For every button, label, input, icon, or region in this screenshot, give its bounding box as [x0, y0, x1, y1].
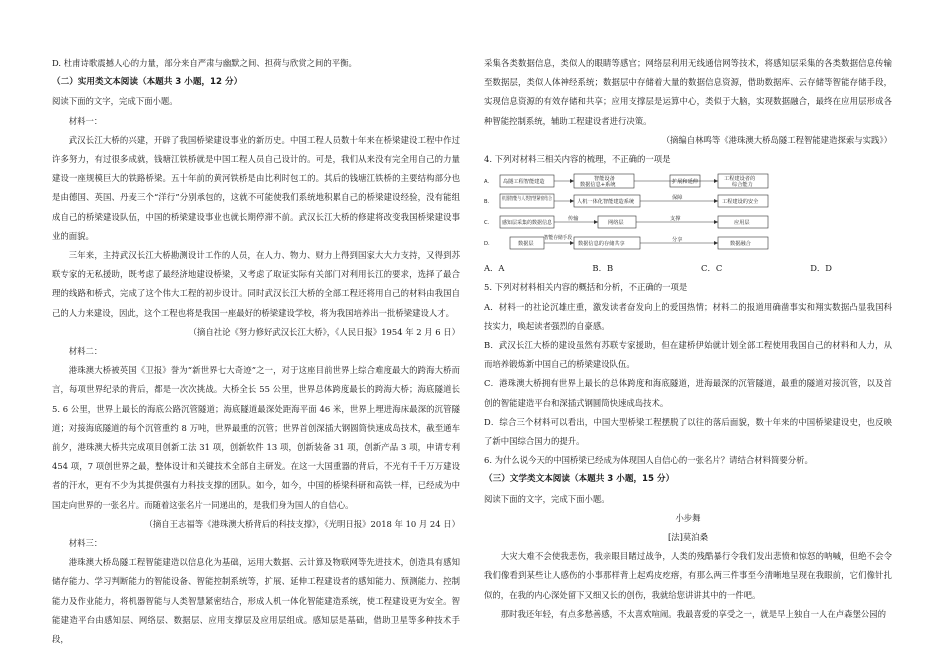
- diagram-a-box4-line2: 综合能力: [732, 182, 753, 189]
- flow-diagram: [484, 173, 774, 253]
- material-2-label: 材料二：: [68, 346, 103, 357]
- story-paragraph-1: 大灾大难不会使我悲伤，我亲眼目睹过战争，人类的残酷暴行令我们发出悲愤和惊怒的呐喊，但绝不会令我们像看到某些让人感伤的小事那样背上起鸡皮疙瘩，有那么两三件事至今清晰地呈现在我眼前，它们像针扎似的，在我的内心深处留下又细又长的创伤，我就给您讲讲其中的一件吧。: [484, 551, 892, 600]
- diagram-b-box1: 机器智能与人类智慧紧密结合: [502, 196, 570, 203]
- material-3-label: 材料三：: [68, 538, 103, 549]
- left-column: [52, 54, 460, 649]
- question-4-choices: [484, 259, 892, 278]
- diagram-d-box3: 数据融合: [730, 241, 751, 248]
- diagram-d-arrow2: 分享: [672, 237, 683, 244]
- question-4-diagram: [484, 173, 892, 253]
- material-2-text: 港珠澳大桥被英国《卫报》誉为“新世界七大奇迹”之一，对于这座目前世界上综合难度最大的跨海大桥而言，每项世界纪录的背后，都是一次次挑战。大桥全长 55 公里，世界总体跨度最长的跨海大桥；海底隧道长 5. 6 公里，世界上最长的海底公路沉管隧道；海底隧道最深处距海平面 46 米，世界上埋进海床最深的沉管隧道；对接海底隧道的每个沉管重约 8 万吨，世界最重的沉管；世界首创深插大钢圆筒快速成岛技术，截至通车前夕，港珠澳大桥共完成项目创新工法 31 项，创新软件 13 项，创新装备 31 项，创新产品 3 项，申请专利 454 项，7 项创世界之最，整体设计和关键技术全部自主研发。在这一大国重器的背后，不光有千千万万建设者的汗水，更有不少为其提供强有力科技支撑的团队。如今，如今，中国的桥梁科研和高铁一样，已经成为中国走向世界的一张名片。: [52, 365, 460, 510]
- question-6: 6. 为什么说今天的中国桥梁已经成为体现国人自信心的一张名片？请结合材料简要分析。: [484, 455, 813, 466]
- diagram-b-box2: 人机一体化智能建造系统: [577, 199, 635, 206]
- material-3-paragraph: 港珠澳大桥岛隧工程智能建造以信息化为基础，运用大数据、云计算及物联网等先进技术，创造具有感知储存能力、学习判断能力的智能设备、智能控制系统等，扩展、延伸工程建设者的感知能力、预测能力、控制能力及作业能力，将机器智能与人类智慧紧密结合，形成人机一体化智能建造系统，使工程建设更为安全。智能建造平台由感知层、网络层、数据层、应用支撑层及应用层组成。感知层是基础，借助卫星等多种技术手段，: [52, 557, 460, 645]
- material-1-paragraph-2: 三年来，主持武汉长江大桥勘测设计工作的人员，在人力、物力、财力上得到国家大大力支持，又得到苏联专家的无私援助，既考虑了最经济地建设桥梁，又考虑了取证实际有关部门对利用长江的要求，选择了最合理的线路和桥式，完成了这个伟大工程的初步设计。同时武汉长江大桥的全部工程还将用自己的材料由我国自己的人力来建设，因此，这个工程也将是我国一座最好的桥梁建设学校，将为我国培养出一批桥梁建设人才。: [52, 250, 460, 318]
- diagram-a-box2-line2: 数据信息+系统: [580, 182, 616, 189]
- question-5: 5. 下列对材料相关内容的概括和分析，不正确的一项是: [484, 282, 688, 293]
- choice-c[interactable]: C．C: [701, 263, 723, 274]
- diagram-c-box1: 感知层采集的数据信息: [502, 220, 554, 227]
- diagram-c-box3: 应用层: [734, 220, 750, 227]
- question-4: 4. 下列对材料三相关内容的梳理，不正确的一项是: [484, 154, 671, 165]
- diagram-b-arrow: 保障: [672, 195, 683, 202]
- material-1-source: （摘自社论《努力修好武汉长江大桥》，《人民日报》1954 年 2 月 6 日）: [188, 326, 460, 337]
- instruction: 阅读下面的文字，完成下面小题。: [52, 96, 178, 107]
- question-5-option-b[interactable]: B．武汉长江大桥的建设虽然有苏联专家援助，但在建桥伊始就计划全部工程使用我国自己的材料和人力，从而培养锻炼新中国自己的桥梁建设队伍。: [484, 340, 892, 370]
- diagram-label-c: C.: [484, 220, 490, 227]
- question-5-option-d[interactable]: D．综合三个材料可以看出，中国大型桥梁工程摆脱了以往的落后面貌，数十年来的中国桥梁建设史，也反映了新中国综合国力的提升。: [484, 416, 892, 447]
- material-1-paragraph-1: 武汉长江大桥的兴建，开辟了我国桥梁建设事业的新历史。中国工程人员数十年来在桥梁建设工程中作过许多努力，有过很多成就，钱塘江铁桥就是中国工程人员自己设计的。可是，我们从来没有完全用自己的力量建设一座规模巨大的铁路桥梁。五十年前的黄河铁桥是由比利时包工的。其后的钱塘江铁桥的主要结构部分也是由德国、英国、丹麦三个“洋行”分别承包的，这就不可能使我们系统地积累自己的桥梁建设经验，没有能组成自己的桥梁建设队伍，中国的桥梁建设事业也就长期停滞不前。武汉长江大桥的修建将改变我国桥梁建设事业的面貌。: [52, 134, 460, 241]
- diagram-d-box1: 数据层: [518, 241, 534, 248]
- material-2-source: （摘自王志福等《港珠澳大桥背后的科技支撑》，《光明日报》2018 年 10 月 24 日）: [144, 518, 460, 529]
- diagram-label-b: B.: [484, 199, 490, 206]
- material-1-label: 材料一：: [68, 115, 103, 126]
- instruction-3: 阅读下面的文字，完成下面小题。: [484, 493, 610, 504]
- diagram-a-box4-line1: 工程建设者的: [724, 176, 756, 183]
- diagram-a-box2-line1: 智能设备: [594, 176, 615, 183]
- option-d-previous: D. 杜甫诗歌震撼人心的力量，部分来自严肃与幽默之间、担荷与欣赏之间的平衡。: [52, 58, 357, 68]
- material-2-paragraph: [52, 361, 460, 515]
- section-title-practical: （二）实用类文本阅读（本题共 3 小题，12 分）: [52, 77, 243, 88]
- diagram-label-d: D.: [484, 241, 490, 248]
- diagram-a-box1: 岛隧工程智能建造: [503, 179, 545, 186]
- diagram-c-box2: 网络层: [608, 220, 624, 227]
- material-3-source: （摘编自林鸣等《港珠澳大桥岛隧工程智能建造探索与实践》）: [661, 134, 892, 145]
- choice-a[interactable]: A．A: [484, 263, 505, 274]
- diagram-a-box3: 扩展和延伸: [672, 179, 698, 186]
- material-3-continued: 采集各类数据信息，类似人的眼睛等感官；网络层利用无线通信网等技术，将感知层采集的各类数据信息传输至数据层，类似人体神经系统；数据层中存储着大量的数据信息资源，借助数据库、云存储等智能存储手段，实现信息资源的有效存储和共享；应用支撑层是运算中心，类似于大脑，实现数据融合，最终在应用层形成各种智能控制系统，辅助工程建设者进行决策。: [484, 58, 892, 126]
- material-2-text-tail: 而随着这张名片一同递出的，是我们身为国人的自信心。: [144, 499, 354, 510]
- right-column: [484, 54, 892, 624]
- question-5-option-c[interactable]: C．港珠澳大桥拥有世界上最长的总体跨度和海底隧道，进海最深的沉管隧道，最重的隧道对接沉管，以及首创的智能建造平台和深插式钢圆筒快速成岛技术。: [484, 378, 892, 408]
- diagram-c-arrow1: 传输: [568, 216, 579, 223]
- choice-d[interactable]: D．D: [810, 263, 832, 274]
- question-5-option-a[interactable]: A．材料一的社论沉雄庄重，激发读者奋发向上的爱国热情；材料二的报道用确凿事实和翔实数据凸显我国科技实力，唤起读者强烈的自豪感。: [484, 301, 892, 331]
- diagram-b-box3: 工程建设的安全: [722, 199, 759, 206]
- diagram-label-a: A.: [484, 179, 490, 186]
- diagram-d-box2: 数据信息的存储共享: [578, 241, 625, 248]
- story-paragraph-2: 那时我还年轻，有点多愁善感，不太喜欢喧闹。我最喜爱的享受之一，就是早上独自一人在卢森堡公园的: [500, 608, 887, 619]
- diagram-c-arrow2: 支撑: [670, 216, 681, 223]
- diagram-d-arrow1: 智能存储手段: [544, 235, 576, 242]
- choice-b[interactable]: B．B: [592, 263, 614, 274]
- section-title-literary: （三）文学类文本阅读（本题共 3 小题，15 分）: [484, 474, 675, 485]
- story-title: 小步舞: [675, 512, 701, 523]
- story-author: [法]莫泊桑: [667, 532, 709, 543]
